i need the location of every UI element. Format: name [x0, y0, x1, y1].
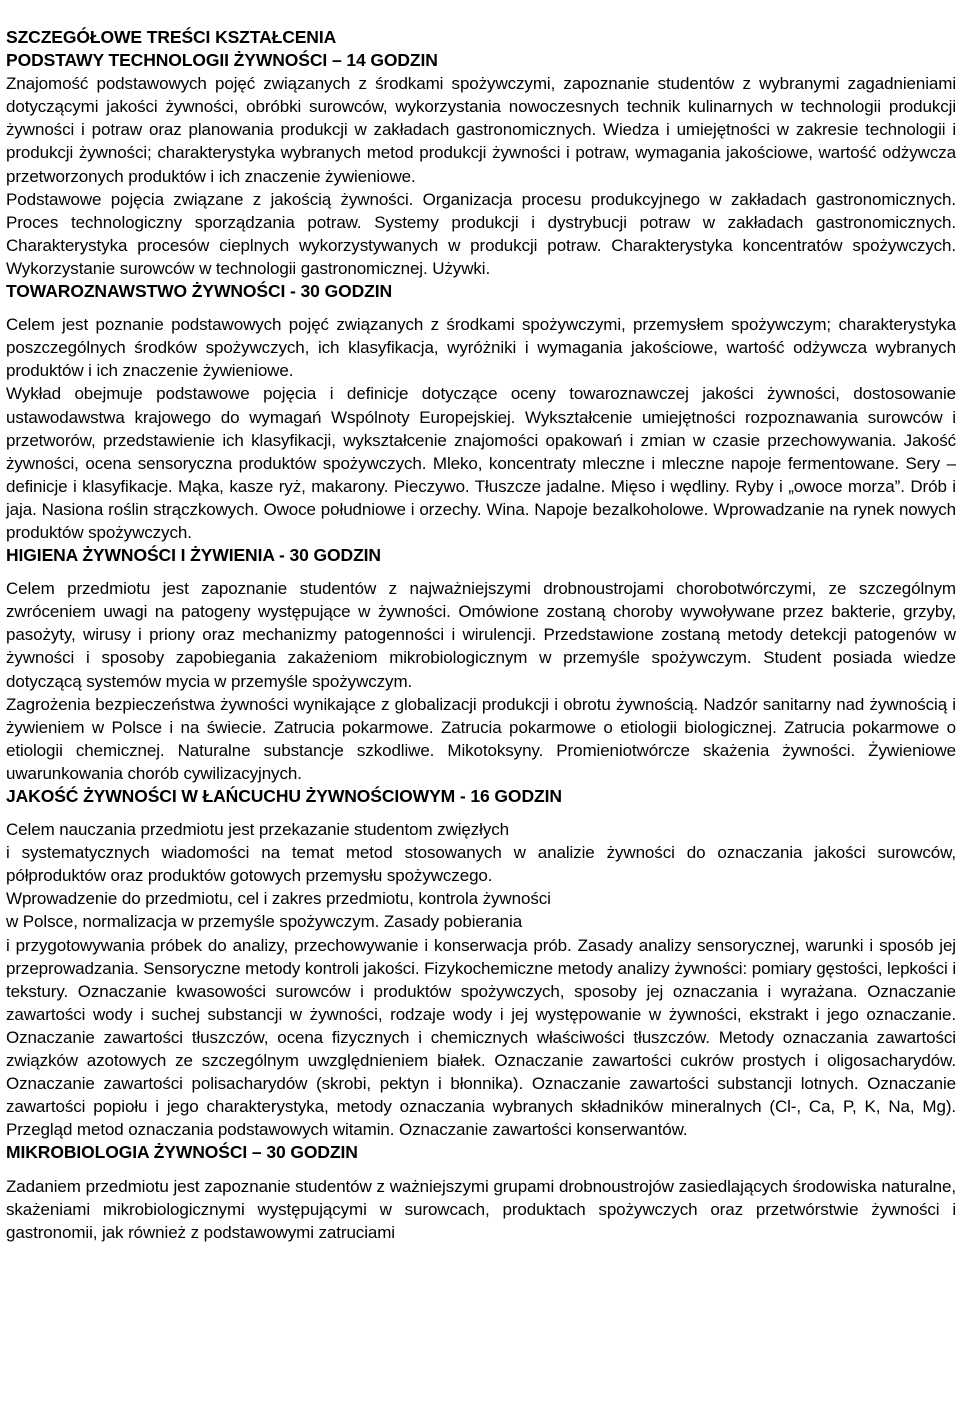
jakosc-paragraph-2: i systematycznych wiadomości na temat metod stosowanych w analizie żywności do oznaczania jakości surowców, półproduktów oraz produktów gotowych przemysłu spożywczego.	[6, 843, 956, 886]
document-page	[6, 26, 956, 1244]
jakosc-paragraph-3: Wprowadzenie do przedmiotu, cel i zakres przedmiotu, kontrola żywności	[6, 889, 551, 909]
higiena-paragraph-1: Celem przedmiotu jest zapoznanie studentów z najważniejszymi drobnoustrojami chorobotwórczymi, ze szczególnym zwróceniem uwagi na patogeny występujące w żywności. Omówione zostaną choroby wywoływane przez bakterie, grzyby, pasożyty, wirusy i priony oraz mechanizmy patogenności i wirulencji. Przedstawione zostaną metody detekcji patogenów w żywności i sposoby zapobiegania zakażeniom mikrobiologicznym w przemyśle spożywczym. Student posiada wiedze dotyczącą systemów mycia w przemyśle spożywczym.	[6, 579, 956, 691]
top-rule	[0, 0, 960, 2]
section-title-podstawy: PODSTAWY TECHNOLOGII ŻYWNOŚCI – 14 GODZIN	[6, 50, 438, 71]
towaroznawstwo-paragraph-2: Wykład obejmuje podstawowe pojęcia i definicje dotyczące oceny towaroznawczej jakości żywności, dostosowanie ustawodawstwa krajowego do wymagań Wspólnoty Europejskiej. Wykształcenie umiejętności rozpoznawania surowców i przetworów, przedstawienie ich klasyfikacji, wykształcenie znajomości opakowań i zmian w czasie przechowywania. Jakość żywności, ocena sensoryczna produktów spożywczych. Mleko, koncentraty mleczne i mleczne napoje fermentowane. Sery – definicje i klasyfikacje. Mąka, kasze ryż, makarony. Pieczywo. Tłuszcze jadalne. Mięso i wędliny. Ryby i „owoce morza”. Drób i jaja. Nasiona roślin strączkowych. Owoce południowe i orzechy. Wina. Napoje bezalkoholowe. Wprowadzanie na rynek nowych produktów spożywczych.	[6, 384, 956, 542]
section-title-higiena: HIGIENA ŻYWNOŚCI I ŻYWIENIA - 30 GODZIN	[6, 545, 381, 566]
podstawy-paragraph-2: Podstawowe pojęcia związane z jakością żywności. Organizacja procesu produkcyjnego w zakładach gastronomicznych. Proces technologiczny sporządzania potraw. Systemy produkcji i dystrybucji potraw w zakładach gastronomicznych. Charakterystyka procesów cieplnych wykorzystywanych w produkcji potraw. Charakterystyka koncentratów spożywczych. Wykorzystanie surowców w technologii gastronomicznej. Używki.	[6, 189, 956, 278]
section-title-mikrobiologia: MIKROBIOLOGIA ŻYWNOŚCI – 30 GODZIN	[6, 1142, 358, 1163]
jakosc-paragraph-5: i przygotowywania próbek do analizy, przechowywanie i konserwacja prób. Zasady analizy sensorycznej, warunki i sposób jej przeprowadzania. Sensoryczne metody kontroli jakości. Fizykochemiczne metody analizy żywności: pomiary gęstości, lepkości i tekstury. Oznaczanie kwasowości surowców i produktów spożywczych, sposoby jej oznaczania i wyrażana. Oznaczanie zawartości wody i suchej substancji w żywności, rodzaje wody i jej występowanie w żywności, ekstrakt i jego oznaczanie. Oznaczanie zawartości tłuszczów, ocena fizycznych i chemicznych właściwości tłuszczów. Metody oznaczania zawartości związków azotowych ze szczególnym uwzględnieniem białek. Oznaczanie zawartości cukrów prostych i oligosacharydów. Oznaczanie zawartości polisacharydów (skrobi, pektyn i błonnika). Oznaczanie zawartości substancji lotnych. Oznaczanie zawartości popiołu i jego charakterystyka, metody oznaczania wybranych składników mineralnych (Cl-, Ca, P, K, Na, Mg). Przegląd metod oznaczania podstawowych witamin. Oznaczanie zawartości konserwantów.	[6, 935, 956, 1140]
towaroznawstwo-paragraph-1: Celem jest poznanie podstawowych pojęć związanych z środkami spożywczymi, przemysłem spożywczym; charakterystyka poszczególnych środków spożywczych, ich klasyfikacja, wyróżniki i wymagania jakościowe, wartość odżywcza wybranych produktów i ich znaczenie żywieniowe.	[6, 315, 956, 381]
podstawy-paragraph-1: Znajomość podstawowych pojęć związanych z środkami spożywczymi, zapoznanie studentów z wybranymi zagadnieniami dotyczącymi jakości żywności, obróbki surowców, wykorzystania nowoczesnych technik kulinarnych w technologii produkcji żywności i potraw oraz planowania produkcji w zakładach gastronomicznych. Wiedza i umiejętności w zakresie technologii i produkcji żywności; charakterystyka wybranych metod produkcji żywności i potraw, wymagania jakościowe, wartość odżywcza przetworzonych produktów i ich znaczenie żywieniowe.	[6, 74, 956, 186]
section-title-jakosc: JAKOŚĆ ŻYWNOŚCI W ŁAŃCUCHU ŻYWNOŚCIOWYM - 16 GODZIN	[6, 786, 562, 806]
jakosc-paragraph-4: w Polsce, normalizacja w przemyśle spożywczym. Zasady pobierania	[6, 912, 523, 932]
document-heading: SZCZEGÓŁOWE TREŚCI KSZTAŁCENIA	[6, 27, 337, 47]
higiena-paragraph-2: Zagrożenia bezpieczeństwa żywności wynikające z globalizacji produkcji i obrotu żywnością. Nadzór sanitarny nad żywnością i żywieniem w Polsce i na świecie. Zatrucia pokarmowe. Zatrucia pokarmowe o etiologii biologicznej. Zatrucia pokarmowe o etiologii chemicznej. Naturalne substancje szkodliwe. Mikotoksyny. Promieniotwórcze skażenia żywności. Żywieniowe uwarunkowania chorób cywilizacyjnych.	[6, 694, 956, 783]
section-title-towaroznawstwo: TOWAROZNAWSTWO ŻYWNOŚCI - 30 GODZIN	[6, 281, 393, 302]
mikrobiologia-paragraph-1: Zadaniem przedmiotu jest zapoznanie studentów z ważniejszymi grupami drobnoustrojów zasiedlających środowiska naturalne, skażeniami mikrobiologicznymi występującymi w surowcach, produktach spożywczych oraz przetwórstwie żywności i gastronomii, jak również z podstawowymi zatruciami	[6, 1176, 956, 1242]
jakosc-paragraph-1: Celem nauczania przedmiotu jest przekazanie studentom zwięzłych	[6, 820, 510, 840]
